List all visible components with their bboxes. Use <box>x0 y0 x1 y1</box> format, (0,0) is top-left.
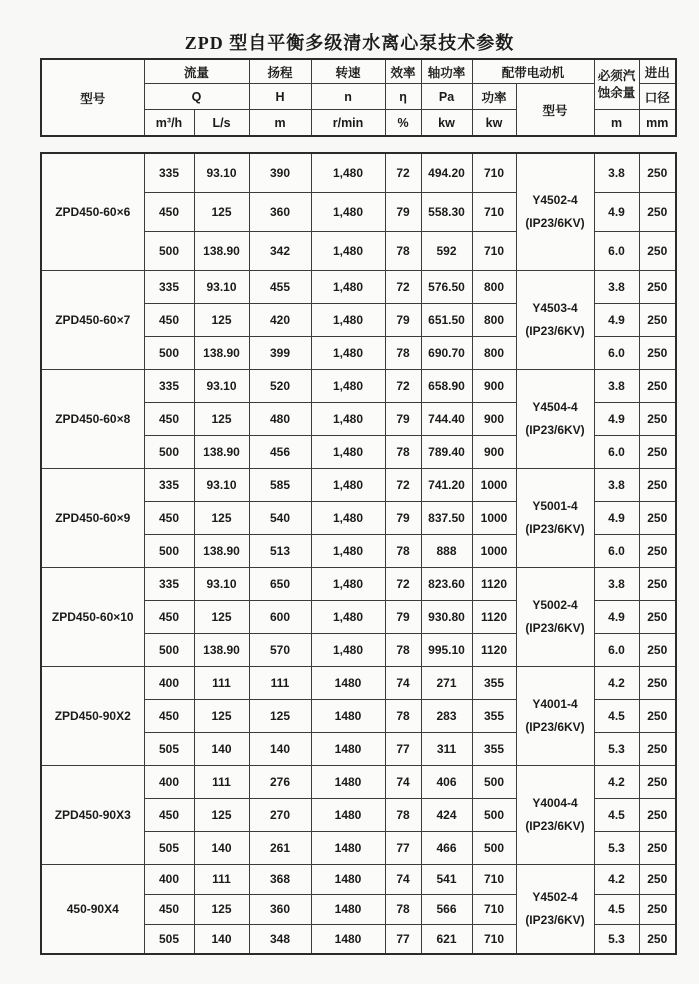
shaft-power-cell: 406 <box>421 765 472 798</box>
flow-ls-cell: 125 <box>194 894 249 924</box>
motor-power-cell: 710 <box>472 153 516 192</box>
npsh-cell: 3.8 <box>594 153 639 192</box>
speed-cell: 1480 <box>311 924 385 954</box>
flow-m3h-cell: 500 <box>144 633 194 666</box>
speed-cell: 1,480 <box>311 534 385 567</box>
motor-power-cell: 800 <box>472 303 516 336</box>
motor-model-cell <box>516 270 594 369</box>
port-diameter-cell: 250 <box>639 567 676 600</box>
header-motor-power-unit: kw <box>472 110 516 137</box>
shaft-power-cell: 621 <box>421 924 472 954</box>
motor-power-cell: 1120 <box>472 567 516 600</box>
efficiency-cell: 78 <box>385 798 421 831</box>
header-npsh <box>594 59 639 110</box>
head-cell: 455 <box>249 270 311 303</box>
port-diameter-cell: 250 <box>639 192 676 231</box>
shaft-power-cell: 651.50 <box>421 303 472 336</box>
motor-power-cell: 355 <box>472 666 516 699</box>
header-shaft-power-symbol: Pa <box>421 84 472 110</box>
header-head: 扬程 <box>249 59 311 84</box>
flow-m3h-cell: 505 <box>144 831 194 864</box>
speed-cell: 1,480 <box>311 633 385 666</box>
motor-model-line: Y4502-4 <box>532 192 578 207</box>
npsh-cell: 4.9 <box>594 402 639 435</box>
head-cell: 125 <box>249 699 311 732</box>
speed-cell: 1,480 <box>311 192 385 231</box>
head-cell: 480 <box>249 402 311 435</box>
speed-cell: 1,480 <box>311 153 385 192</box>
npsh-cell: 5.3 <box>594 924 639 954</box>
speed-cell: 1,480 <box>311 303 385 336</box>
flow-m3h-cell: 450 <box>144 501 194 534</box>
motor-power-cell: 710 <box>472 924 516 954</box>
header-port-line1: 进出 <box>639 59 676 84</box>
flow-ls-cell: 93.10 <box>194 468 249 501</box>
flow-ls-cell: 125 <box>194 192 249 231</box>
speed-cell: 1480 <box>311 732 385 765</box>
shaft-power-cell: 283 <box>421 699 472 732</box>
speed-cell: 1,480 <box>311 402 385 435</box>
flow-ls-cell: 140 <box>194 924 249 954</box>
npsh-cell: 3.8 <box>594 270 639 303</box>
port-diameter-cell: 250 <box>639 633 676 666</box>
head-cell: 348 <box>249 924 311 954</box>
port-diameter-cell: 250 <box>639 864 676 894</box>
header-flow-unit-m3h: m³/h <box>144 110 194 137</box>
motor-power-cell: 355 <box>472 699 516 732</box>
motor-power-cell: 800 <box>472 270 516 303</box>
motor-model-cell <box>516 369 594 468</box>
motor-model-cell <box>516 468 594 567</box>
efficiency-cell: 78 <box>385 699 421 732</box>
pump-model-cell: 450-90X4 <box>41 864 144 954</box>
header-speed-symbol: n <box>311 84 385 110</box>
flow-ls-cell: 125 <box>194 798 249 831</box>
motor-power-cell: 1000 <box>472 468 516 501</box>
npsh-cell: 4.9 <box>594 501 639 534</box>
header-efficiency: 效率 <box>385 59 421 84</box>
flow-ls-cell: 111 <box>194 666 249 699</box>
motor-model-cell <box>516 153 594 270</box>
flow-m3h-cell: 500 <box>144 435 194 468</box>
motor-power-cell: 710 <box>472 231 516 270</box>
motor-model-line: Y5001-4 <box>532 498 578 513</box>
npsh-cell: 3.8 <box>594 468 639 501</box>
npsh-cell: 4.5 <box>594 894 639 924</box>
efficiency-cell: 72 <box>385 567 421 600</box>
header-head-unit: m <box>249 110 311 137</box>
port-diameter-cell: 250 <box>639 402 676 435</box>
flow-m3h-cell: 450 <box>144 600 194 633</box>
motor-power-cell: 500 <box>472 831 516 864</box>
flow-m3h-cell: 335 <box>144 270 194 303</box>
table-row <box>41 270 676 303</box>
speed-cell: 1,480 <box>311 231 385 270</box>
efficiency-cell: 79 <box>385 600 421 633</box>
port-diameter-cell: 250 <box>639 894 676 924</box>
flow-ls-cell: 138.90 <box>194 231 249 270</box>
flow-ls-cell: 138.90 <box>194 534 249 567</box>
motor-model-line: Y5002-4 <box>532 597 578 612</box>
flow-m3h-cell: 450 <box>144 798 194 831</box>
efficiency-cell: 79 <box>385 192 421 231</box>
head-cell: 540 <box>249 501 311 534</box>
motor-model-line: (IP23/6KV) <box>525 521 585 536</box>
motor-model-line: (IP23/6KV) <box>525 422 585 437</box>
flow-ls-cell: 111 <box>194 864 249 894</box>
port-diameter-cell: 250 <box>639 699 676 732</box>
head-cell: 368 <box>249 864 311 894</box>
shaft-power-cell: 995.10 <box>421 633 472 666</box>
shaft-power-cell: 789.40 <box>421 435 472 468</box>
flow-ls-cell: 93.10 <box>194 567 249 600</box>
shaft-power-cell: 744.40 <box>421 402 472 435</box>
motor-power-cell: 1000 <box>472 501 516 534</box>
header-flow-symbol: Q <box>144 84 249 110</box>
motor-power-cell: 1000 <box>472 534 516 567</box>
port-diameter-cell: 250 <box>639 270 676 303</box>
port-diameter-cell: 250 <box>639 153 676 192</box>
port-diameter-cell: 250 <box>639 765 676 798</box>
header-motor: 配带电动机 <box>472 59 594 84</box>
motor-power-cell: 355 <box>472 732 516 765</box>
efficiency-cell: 78 <box>385 435 421 468</box>
efficiency-cell: 78 <box>385 534 421 567</box>
motor-model-line: (IP23/6KV) <box>525 620 585 635</box>
flow-ls-cell: 93.10 <box>194 270 249 303</box>
speed-cell: 1,480 <box>311 567 385 600</box>
flow-m3h-cell: 400 <box>144 666 194 699</box>
head-cell: 420 <box>249 303 311 336</box>
flow-ls-cell: 93.10 <box>194 369 249 402</box>
speed-cell: 1,480 <box>311 501 385 534</box>
head-cell: 360 <box>249 192 311 231</box>
head-cell: 140 <box>249 732 311 765</box>
flow-m3h-cell: 450 <box>144 699 194 732</box>
motor-model-line: Y4504-4 <box>532 399 578 414</box>
speed-cell: 1,480 <box>311 435 385 468</box>
motor-model-cell <box>516 765 594 864</box>
speed-cell: 1,480 <box>311 369 385 402</box>
motor-power-cell: 710 <box>472 192 516 231</box>
shaft-power-cell: 823.60 <box>421 567 472 600</box>
table-row <box>41 369 676 402</box>
flow-m3h-cell: 500 <box>144 534 194 567</box>
efficiency-cell: 72 <box>385 153 421 192</box>
header-shaft-power-unit: kw <box>421 110 472 137</box>
flow-ls-cell: 125 <box>194 303 249 336</box>
flow-ls-cell: 138.90 <box>194 336 249 369</box>
data-table <box>40 152 677 955</box>
efficiency-cell: 74 <box>385 765 421 798</box>
header-speed: 转速 <box>311 59 385 84</box>
shaft-power-cell: 690.70 <box>421 336 472 369</box>
motor-power-cell: 900 <box>472 369 516 402</box>
speed-cell: 1,480 <box>311 468 385 501</box>
flow-m3h-cell: 400 <box>144 765 194 798</box>
motor-model-line: Y4502-4 <box>532 889 578 904</box>
head-cell: 585 <box>249 468 311 501</box>
shaft-power-cell: 592 <box>421 231 472 270</box>
npsh-cell: 6.0 <box>594 435 639 468</box>
flow-ls-cell: 125 <box>194 501 249 534</box>
efficiency-cell: 77 <box>385 831 421 864</box>
shaft-power-cell: 741.20 <box>421 468 472 501</box>
header-head-symbol: H <box>249 84 311 110</box>
shaft-power-cell: 494.20 <box>421 153 472 192</box>
pump-model-cell: ZPD450-60×9 <box>41 468 144 567</box>
header-flow-unit-ls: L/s <box>194 110 249 137</box>
flow-m3h-cell: 400 <box>144 864 194 894</box>
npsh-cell: 6.0 <box>594 633 639 666</box>
head-cell: 276 <box>249 765 311 798</box>
table-row <box>41 153 676 192</box>
motor-model-line: (IP23/6KV) <box>525 323 585 338</box>
npsh-cell: 6.0 <box>594 336 639 369</box>
efficiency-cell: 77 <box>385 924 421 954</box>
table-row <box>41 567 676 600</box>
port-diameter-cell: 250 <box>639 303 676 336</box>
head-cell: 399 <box>249 336 311 369</box>
header-motor-model: 型号 <box>516 84 594 137</box>
flow-ls-cell: 140 <box>194 732 249 765</box>
efficiency-cell: 79 <box>385 501 421 534</box>
table-row <box>41 468 676 501</box>
motor-power-cell: 800 <box>472 336 516 369</box>
port-diameter-cell: 250 <box>639 231 676 270</box>
head-cell: 456 <box>249 435 311 468</box>
motor-model-line: (IP23/6KV) <box>525 912 585 927</box>
table-row <box>41 666 676 699</box>
efficiency-cell: 72 <box>385 468 421 501</box>
shaft-power-cell: 311 <box>421 732 472 765</box>
pump-model-cell: ZPD450-60×8 <box>41 369 144 468</box>
port-diameter-cell: 250 <box>639 924 676 954</box>
shaft-power-cell: 424 <box>421 798 472 831</box>
motor-power-cell: 710 <box>472 894 516 924</box>
motor-model-cell <box>516 666 594 765</box>
head-cell: 513 <box>249 534 311 567</box>
port-diameter-cell: 250 <box>639 732 676 765</box>
header-efficiency-unit: % <box>385 110 421 137</box>
npsh-cell: 4.9 <box>594 600 639 633</box>
npsh-cell: 6.0 <box>594 231 639 270</box>
flow-m3h-cell: 450 <box>144 402 194 435</box>
speed-cell: 1480 <box>311 765 385 798</box>
pump-model-cell: ZPD450-90X2 <box>41 666 144 765</box>
port-diameter-cell: 250 <box>639 468 676 501</box>
flow-m3h-cell: 505 <box>144 924 194 954</box>
shaft-power-cell: 566 <box>421 894 472 924</box>
table-row <box>41 765 676 798</box>
speed-cell: 1480 <box>311 831 385 864</box>
port-diameter-cell: 250 <box>639 369 676 402</box>
header-flow: 流量 <box>144 59 249 84</box>
port-diameter-cell: 250 <box>639 798 676 831</box>
motor-model-cell <box>516 864 594 954</box>
pump-model-cell: ZPD450-60×7 <box>41 270 144 369</box>
head-cell: 270 <box>249 798 311 831</box>
flow-m3h-cell: 335 <box>144 567 194 600</box>
shaft-power-cell: 888 <box>421 534 472 567</box>
npsh-cell: 3.8 <box>594 567 639 600</box>
motor-power-cell: 500 <box>472 798 516 831</box>
header-port-line2: 口径 <box>639 84 676 110</box>
header-npsh-line1: 必须汽 <box>597 68 636 83</box>
npsh-cell: 4.5 <box>594 798 639 831</box>
motor-model-line: (IP23/6KV) <box>525 818 585 833</box>
header-motor-power: 功率 <box>472 84 516 110</box>
header-port-unit: mm <box>639 110 676 137</box>
efficiency-cell: 77 <box>385 732 421 765</box>
efficiency-cell: 78 <box>385 336 421 369</box>
flow-m3h-cell: 500 <box>144 231 194 270</box>
efficiency-cell: 79 <box>385 402 421 435</box>
speed-cell: 1480 <box>311 666 385 699</box>
flow-m3h-cell: 450 <box>144 894 194 924</box>
npsh-cell: 4.2 <box>594 864 639 894</box>
speed-cell: 1,480 <box>311 336 385 369</box>
header-npsh-unit: m <box>594 110 639 137</box>
flow-m3h-cell: 450 <box>144 303 194 336</box>
flow-m3h-cell: 505 <box>144 732 194 765</box>
flow-ls-cell: 138.90 <box>194 435 249 468</box>
head-cell: 570 <box>249 633 311 666</box>
npsh-cell: 3.8 <box>594 369 639 402</box>
head-cell: 520 <box>249 369 311 402</box>
flow-m3h-cell: 450 <box>144 192 194 231</box>
efficiency-cell: 78 <box>385 231 421 270</box>
efficiency-cell: 78 <box>385 894 421 924</box>
flow-ls-cell: 111 <box>194 765 249 798</box>
shaft-power-cell: 466 <box>421 831 472 864</box>
port-diameter-cell: 250 <box>639 831 676 864</box>
pump-model-cell: ZPD450-60×10 <box>41 567 144 666</box>
speed-cell: 1480 <box>311 699 385 732</box>
efficiency-cell: 74 <box>385 864 421 894</box>
shaft-power-cell: 558.30 <box>421 192 472 231</box>
header-table <box>40 58 677 137</box>
table-row <box>41 864 676 894</box>
shaft-power-cell: 930.80 <box>421 600 472 633</box>
port-diameter-cell: 250 <box>639 600 676 633</box>
shaft-power-cell: 576.50 <box>421 270 472 303</box>
motor-power-cell: 1120 <box>472 600 516 633</box>
head-cell: 111 <box>249 666 311 699</box>
pump-model-cell: ZPD450-90X3 <box>41 765 144 864</box>
efficiency-cell: 74 <box>385 666 421 699</box>
port-diameter-cell: 250 <box>639 336 676 369</box>
flow-m3h-cell: 500 <box>144 336 194 369</box>
port-diameter-cell: 250 <box>639 435 676 468</box>
head-cell: 650 <box>249 567 311 600</box>
npsh-cell: 5.3 <box>594 831 639 864</box>
shaft-power-cell: 271 <box>421 666 472 699</box>
speed-cell: 1480 <box>311 894 385 924</box>
head-cell: 360 <box>249 894 311 924</box>
head-cell: 390 <box>249 153 311 192</box>
speed-cell: 1480 <box>311 798 385 831</box>
motor-model-cell <box>516 567 594 666</box>
motor-model-line: (IP23/6KV) <box>525 719 585 734</box>
flow-ls-cell: 138.90 <box>194 633 249 666</box>
header-speed-unit: r/min <box>311 110 385 137</box>
flow-ls-cell: 125 <box>194 600 249 633</box>
flow-m3h-cell: 335 <box>144 153 194 192</box>
head-cell: 342 <box>249 231 311 270</box>
flow-m3h-cell: 335 <box>144 468 194 501</box>
flow-ls-cell: 140 <box>194 831 249 864</box>
npsh-cell: 5.3 <box>594 732 639 765</box>
motor-model-line: Y4001-4 <box>532 696 578 711</box>
port-diameter-cell: 250 <box>639 501 676 534</box>
motor-power-cell: 710 <box>472 864 516 894</box>
motor-power-cell: 1120 <box>472 633 516 666</box>
port-diameter-cell: 250 <box>639 534 676 567</box>
npsh-cell: 4.5 <box>594 699 639 732</box>
header-npsh-line2: 蚀余量 <box>597 85 636 100</box>
header-model: 型号 <box>41 59 144 136</box>
flow-m3h-cell: 335 <box>144 369 194 402</box>
head-cell: 261 <box>249 831 311 864</box>
speed-cell: 1,480 <box>311 600 385 633</box>
motor-power-cell: 900 <box>472 435 516 468</box>
flow-ls-cell: 125 <box>194 402 249 435</box>
motor-model-line: Y4503-4 <box>532 300 578 315</box>
shaft-power-cell: 837.50 <box>421 501 472 534</box>
pump-model-cell: ZPD450-60×6 <box>41 153 144 270</box>
efficiency-cell: 78 <box>385 633 421 666</box>
head-cell: 600 <box>249 600 311 633</box>
efficiency-cell: 79 <box>385 303 421 336</box>
port-diameter-cell: 250 <box>639 666 676 699</box>
npsh-cell: 4.2 <box>594 765 639 798</box>
npsh-cell: 4.9 <box>594 303 639 336</box>
speed-cell: 1480 <box>311 864 385 894</box>
speed-cell: 1,480 <box>311 270 385 303</box>
motor-power-cell: 900 <box>472 402 516 435</box>
header-shaft-power: 轴功率 <box>421 59 472 84</box>
npsh-cell: 4.2 <box>594 666 639 699</box>
flow-ls-cell: 125 <box>194 699 249 732</box>
efficiency-cell: 72 <box>385 270 421 303</box>
page-title: ZPD 型自平衡多级清水离心泵技术参数 <box>184 33 515 53</box>
motor-model-line: Y4004-4 <box>532 795 578 810</box>
flow-ls-cell: 93.10 <box>194 153 249 192</box>
header-efficiency-symbol: η <box>385 84 421 110</box>
shaft-power-cell: 658.90 <box>421 369 472 402</box>
npsh-cell: 4.9 <box>594 192 639 231</box>
motor-power-cell: 500 <box>472 765 516 798</box>
efficiency-cell: 72 <box>385 369 421 402</box>
motor-model-line: (IP23/6KV) <box>525 215 585 230</box>
shaft-power-cell: 541 <box>421 864 472 894</box>
npsh-cell: 6.0 <box>594 534 639 567</box>
